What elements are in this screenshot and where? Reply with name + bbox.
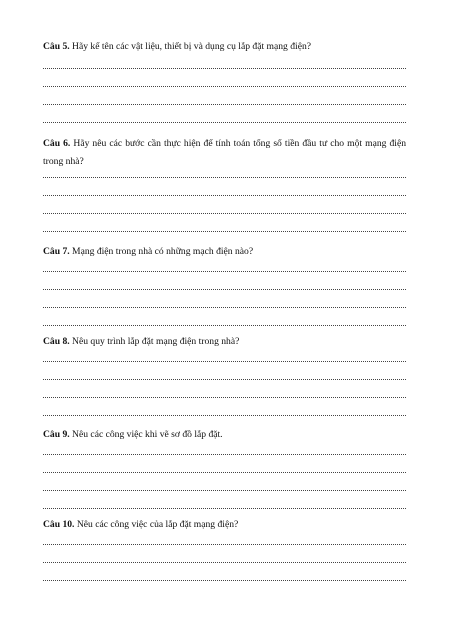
question-text: Nêu các công việc của lắp đặt mạng điện? [74,519,239,530]
question-6 [43,135,406,171]
answer-line [43,121,406,123]
question-number: Câu 10. [43,519,75,530]
answer-line [43,270,406,272]
answer-line [43,561,406,563]
answer-line [43,489,406,491]
answer-line [43,212,406,214]
question-7 [43,243,406,261]
answer-line [43,378,406,380]
answer-line [43,85,406,87]
answer-line [43,360,406,362]
question-text: Nêu các công việc khi vẽ sơ đồ lắp đặt. [69,429,223,440]
answer-line [43,103,406,105]
question-number: Câu 9. [43,429,70,440]
question-9 [43,426,406,444]
answer-line [43,471,406,473]
question-text: Hãy kể tên các vật liệu, thiết bị và dụng cụ lắp đặt mạng điện? [69,41,312,52]
question-text: Hãy nêu các bước cần thực hiện để tính toán tổng số tiền đầu tư cho một mạng điện trong nhà? [43,138,406,167]
answer-line [43,453,406,455]
answer-line [43,67,406,69]
answer-line [43,507,406,509]
answer-line [43,306,406,308]
question-8 [43,333,406,351]
question-number: Câu 8. [43,336,70,347]
answer-line [43,579,406,581]
answer-line [43,230,406,232]
answer-line [43,324,406,326]
answer-line [43,176,406,178]
answer-line [43,194,406,196]
question-number: Câu 6. [43,138,71,149]
answer-line [43,543,406,545]
answer-line [43,414,406,416]
question-text: Nêu quy trình lắp đặt mạng điện trong nhà? [69,336,240,347]
question-10 [43,516,406,534]
answer-line [43,288,406,290]
question-number: Câu 7. [43,246,70,257]
question-number: Câu 5. [43,41,70,52]
question-text: Mạng điện trong nhà có những mạch điện nào? [69,246,254,257]
answer-line [43,396,406,398]
question-5 [43,38,406,56]
